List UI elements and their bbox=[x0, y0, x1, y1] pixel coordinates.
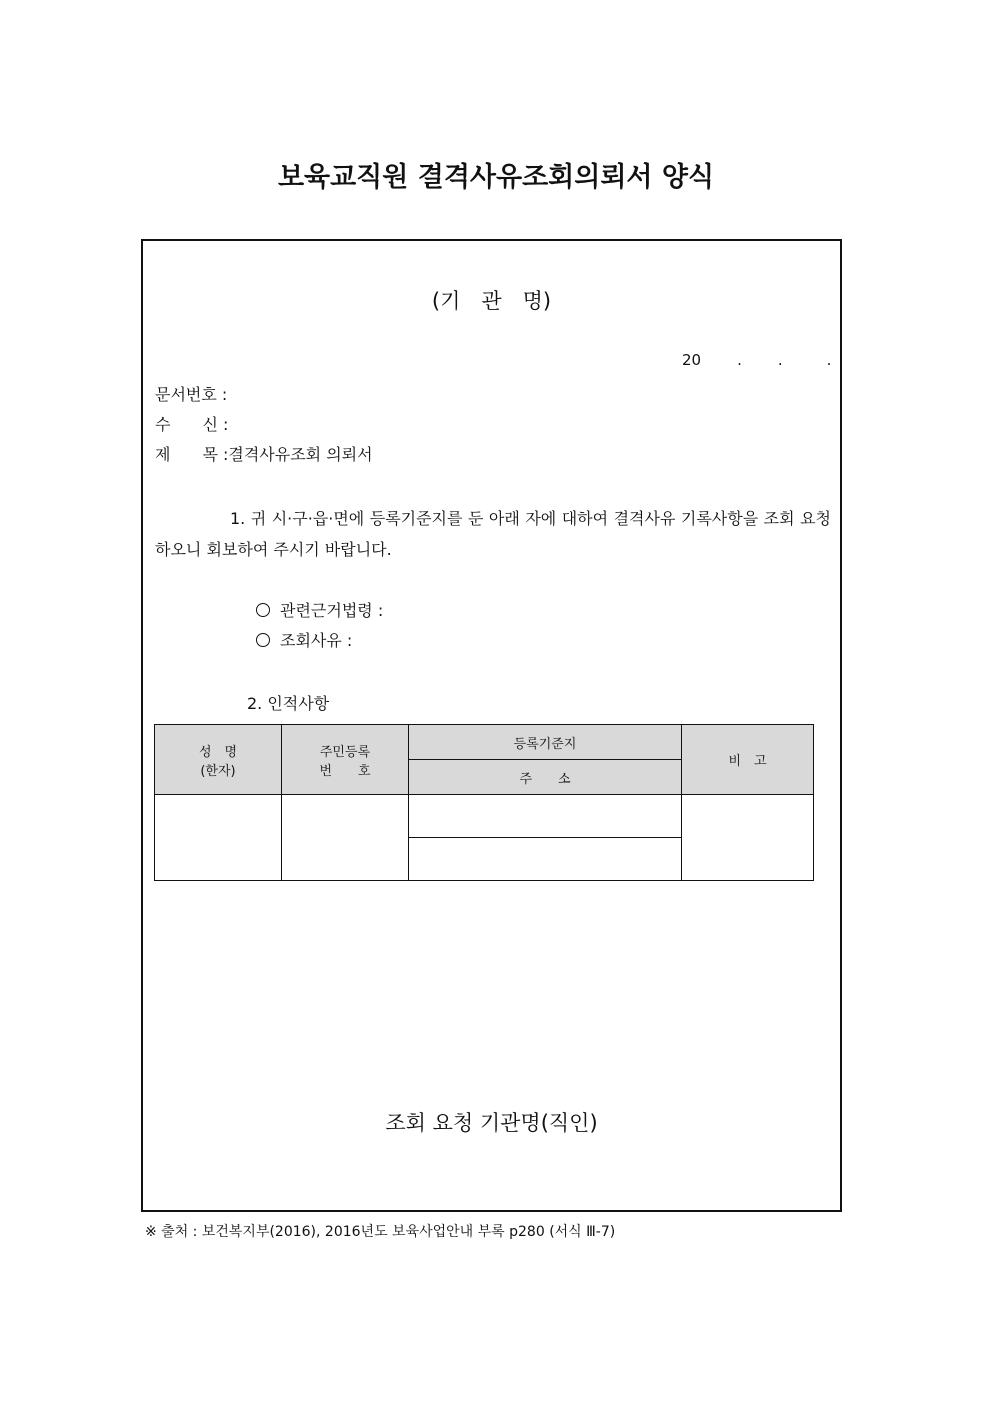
request-paragraph bbox=[155, 503, 831, 565]
date-year-prefix: 20 bbox=[682, 351, 702, 369]
agency-name: (기 관 명) bbox=[431, 289, 552, 313]
circle-bullet-icon bbox=[256, 603, 270, 617]
date-dot-1: . bbox=[737, 351, 742, 369]
doc-number-field bbox=[155, 382, 227, 405]
header-resident-number: 주민등록 번 호 bbox=[282, 725, 409, 795]
item2-heading: 2. 인적사항 bbox=[247, 694, 330, 713]
recipient-field bbox=[155, 412, 228, 435]
reason-label: 조회사유 : bbox=[280, 631, 353, 650]
subject-field bbox=[155, 442, 373, 465]
doc-number-label: 문서번호 : bbox=[155, 385, 228, 404]
circle-bullet-icon bbox=[256, 633, 270, 647]
cell-resident-number[interactable] bbox=[282, 795, 409, 881]
cell-note[interactable] bbox=[682, 795, 814, 881]
header-registration-base: 등록기준지 bbox=[409, 725, 682, 760]
item1-text: 1. 귀 시·구·읍·면에 등록기준지를 둔 아래 자에 대하여 결격사유 기록사항을 조회 요청하오니 회보하여 주시기 바랍니다. bbox=[155, 509, 831, 559]
header-note: 비 고 bbox=[682, 725, 814, 795]
date-line bbox=[682, 351, 831, 369]
source-note: ※ 출처 : 보건복지부(2016), 2016년도 보육사업안내 부록 p280 (서식 Ⅲ-7) bbox=[145, 1224, 616, 1240]
header-name: 성 명 (한자) bbox=[155, 725, 282, 795]
page-title: 보육교직원 결격사유조회의뢰서 양식 bbox=[277, 162, 715, 193]
date-dot-2: . bbox=[777, 351, 783, 369]
subject-label: 제 목 : bbox=[155, 445, 229, 464]
header-address: 주 소 bbox=[409, 760, 682, 795]
law-basis-label: 관련근거법령 : bbox=[280, 601, 384, 620]
form-frame bbox=[141, 239, 842, 1212]
cell-address[interactable] bbox=[409, 838, 682, 881]
recipient-label: 수 신 : bbox=[155, 415, 229, 434]
signature-line: 조회 요청 기관명(직인) bbox=[385, 1111, 598, 1135]
reason-field bbox=[256, 628, 352, 651]
cell-name[interactable] bbox=[155, 795, 282, 881]
personal-info-table bbox=[154, 724, 814, 881]
subject-value: 결격사유조회 의뢰서 bbox=[228, 445, 373, 464]
cell-registration-base[interactable] bbox=[409, 795, 682, 838]
law-basis-field bbox=[256, 598, 383, 621]
date-dot-3: . bbox=[826, 351, 832, 369]
